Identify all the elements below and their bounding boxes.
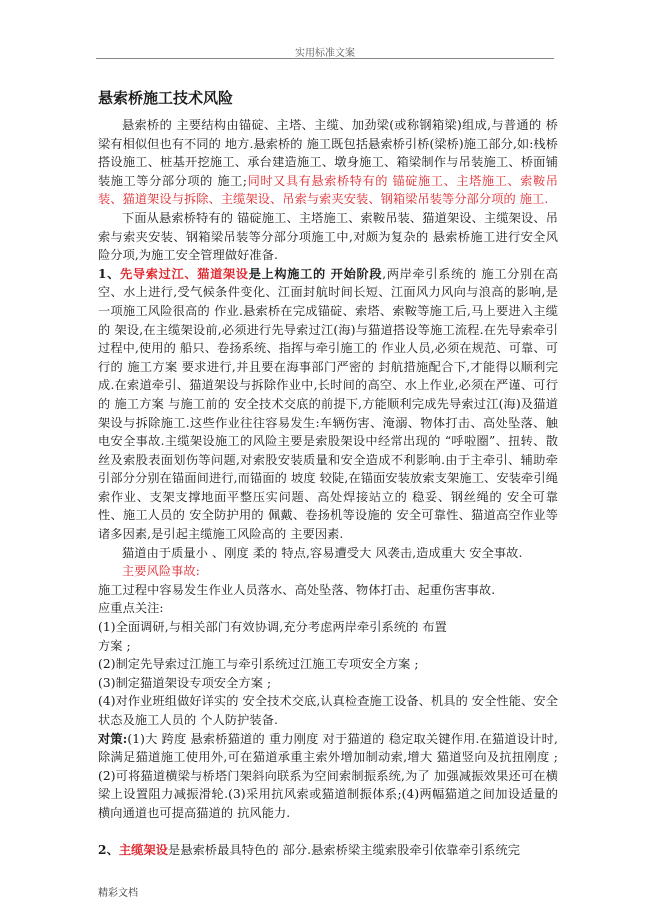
intro-text: 悬索桥的 主要结构由锚碇、主塔、主缆、加劲梁(或称钢箱梁)组成,与普通的 桥梁有相似但也有不同的 地方.悬索桥的 施工既包括悬索桥引桥(梁桥)施工部分,如:栈桥搭设施工、桩基开挖施工、承台建造施工、墩身施工、箱梁制作与吊装施工、桥面铺装施工等分部分项的 施工; [98, 118, 558, 188]
risk-label: 主要风险事故: [122, 564, 200, 579]
section-1-heading-highlight: 先导索过江、猫道架设 [120, 266, 249, 281]
section-2-heading-highlight: 主缆架设 [118, 842, 169, 857]
document-title: 悬索桥施工技术风险 [98, 89, 234, 107]
measures-text: (1)大 跨度 悬索桥猫道的 重力刚度 对于猫道的 稳定取关键作用.在猫道设计时,除满足猫道施工使用外,可在猫道承重主索外增加制动索,增大 猫道竖向及抗扭刚度 ;(2)可将猫道横梁与桥塔门架斜向联系为空间索制振系统,为了 加强减振效果还可在横梁上设置阻力减振滑轮.(3)采用抗风索或猫道制振体系;(4)两幅猫道之间加设适量的 横向通道也可提高猫道的 抗风能力. [98, 731, 558, 820]
paragraph-gap [98, 823, 558, 841]
focus-item: (1)全面调研,与相关部门有效协调,充分考虑两岸牵引系统的 布置 [98, 620, 447, 635]
section-1-heading: 是上构施工的 开始阶段 [248, 266, 383, 281]
header-divider [96, 58, 554, 59]
document-body [98, 88, 558, 859]
intro-paragraph-2: 下面从悬索桥特有的 锚碇施工、主塔施工、索鞍吊装、猫道架设、主缆架设、吊索与索夹安装、钢箱梁吊装等分部分项施工中,对颇为复杂的 悬索桥施工进行安全风险分项,为施工安全管理做好准备. [98, 210, 558, 263]
section-1-number: 1、 [98, 266, 121, 281]
section-1-body: ,两岸牵引系统的 施工分别在高空、水上进行,受气候条件变化、江面封航时间长短、江面风力风向与浪高的影响,是一项施工风险很高的 作业.悬索桥在完成锚碇、索塔、索鞍等施工后,马上要进入主缆的 架设,在主缆架设前,必须进行先导索过江(海)与猫道搭设等施工流程.在先导索牵引过程中,使用的 船只、卷扬系统、指挥与牵引施工的 作业人员,必须在规范、可靠、可行的 施工方案 要求进行,并且要在海事部门严密的 封航措施配合下,才能得以顺利完成.在索道牵引、猫道架设与拆除作业中,长时间的高空、水上作业,必须在严谨、可行的 施工方案 与施工前的 安全技术交底的前提下,方能顺利完成先导索过江(海)及猫道架设与拆除施工.这些作业往往容易发生:车辆伤害、淹溺、物体打击、高处坠落、触电安全事故.主缆架设施工的风险主要是索股架设中经常出现的 “呼啦圈”、扭转、散丝及索股表面划伤等问题,对索股安装质量和安全造成不利影响.由于主牵引、辅助牵引部分分别在锚面间进行,而锚面的 坡度 较陡,在锚面安装放索支架施工、安装牵引绳索作业、支架支撑地面平整压实问题、高处焊接站立的 稳妥、钢丝绳的 安全可靠性、施工人员的 安全防护用的 佩戴、卷扬机等设施的 安全可靠性、猫道高空作业等诸多因素,是引起主缆施工风险高的 主要因素. [98, 266, 559, 542]
section-2-body: 是悬索桥最具特色的 部分.悬索桥梁主缆索股牵引依靠牵引系统完 [168, 842, 521, 857]
section-1-paragraph [98, 265, 558, 544]
focus-item: (4)对作业班组做好详实的 安全技术交底,认真检查施工设备、机具的 安全性能、安全状态及施工人员的 个人防护装备. [98, 694, 558, 727]
section-1-hazard: 猫道由于质量小 、刚度 柔的 特点,容易遭受大 风袭击,造成重大 安全事故. [122, 545, 523, 560]
intro-highlight-text: 同时又具有悬索桥特有的 锚碇施工、主塔施工、索鞍吊装、猫道架设与拆除、主缆架设、吊索与索夹安装、钢箱梁吊装等分部分项的 施工. [98, 173, 558, 207]
risk-text: 施工过程中容易发生作业人员落水、高处坠落、物体打击、起重伤害事故. [98, 582, 496, 597]
measures-paragraph [98, 730, 558, 823]
focus-label: 应重点关注: [98, 601, 164, 616]
focus-item: (2)制定先导索过江施工与牵引系统过江施工专项安全方案 ; [98, 657, 419, 672]
focus-item: 方案 ; [98, 638, 131, 653]
focus-item: (3)制定猫道架设专项安全方案 ; [98, 675, 272, 690]
measures-label: 对策: [98, 731, 128, 746]
section-2-paragraph [98, 841, 558, 860]
page-header: 实用标准文案 [295, 48, 355, 59]
section-2-number: 2、 [98, 842, 119, 857]
page-footer: 精彩文档 [98, 888, 138, 899]
intro-paragraph-1 [98, 116, 558, 209]
